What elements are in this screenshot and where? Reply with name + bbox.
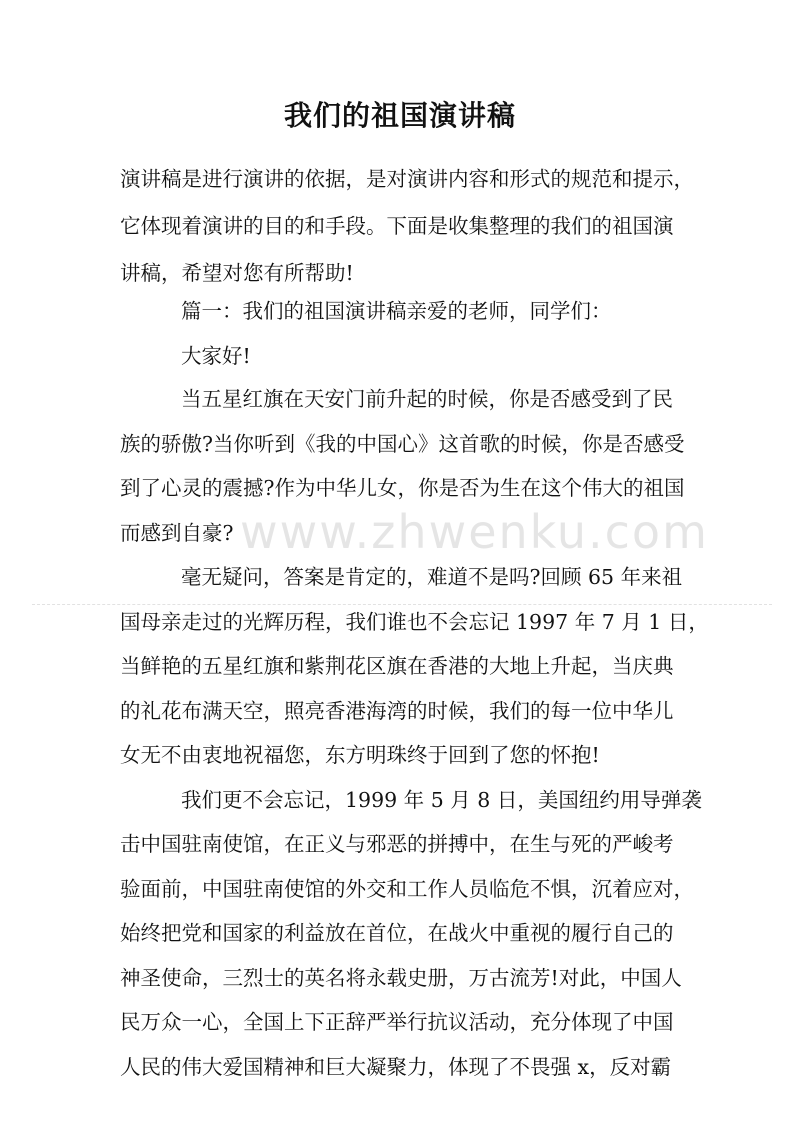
body-line: 神圣使命，三烈士的英名将永载史册，万古流芳!对此，中国人	[120, 966, 682, 990]
body-line: 到了心灵的震撼?作为中华儿女，你是否为生在这个伟大的祖国	[120, 476, 685, 500]
body-line: 讲稿，希望对您有所帮助!	[120, 261, 354, 285]
body-line: 国母亲走过的光辉历程，我们谁也不会忘记 1997 年 7 月 1 日，	[120, 610, 709, 634]
body-line: 当鲜艳的五星红旗和紫荆花区旗在香港的大地上升起，当庆典	[120, 654, 674, 678]
page-guide-line	[32, 604, 772, 605]
body-line: 它体现着演讲的目的和手段。下面是收集整理的我们的祖国演	[120, 214, 674, 238]
document-title: 我们的祖国演讲稿	[283, 99, 516, 132]
body-line: 演讲稿是进行演讲的依据，是对演讲内容和形式的规范和提示，	[120, 167, 694, 191]
body-line: 大家好!	[181, 344, 251, 368]
body-line: 击中国驻南使馆，在正义与邪恶的拼搏中，在生与死的严峻考	[120, 832, 674, 856]
body-line: 我们更不会忘记，1999 年 5 月 8 日，美国纽约用导弹袭	[181, 788, 702, 812]
body-line: 验面前，中国驻南使馆的外交和工作人员临危不惧，沉着应对，	[120, 877, 694, 901]
body-line: 当五星红旗在天安门前升起的时候，你是否感受到了民	[181, 387, 673, 411]
body-line: 始终把党和国家的利益放在首位，在战火中重视的履行自己的	[120, 921, 674, 945]
body-line: 而感到自豪?	[120, 521, 234, 545]
body-line: 民万众一心，全国上下正辞严举行抗议活动，充分体现了中国	[120, 1010, 674, 1034]
watermark: www.zhwenku.com	[240, 505, 709, 559]
body-line: 女无不由衷地祝福您，东方明珠终于回到了您的怀抱!	[120, 743, 600, 767]
body-line: 族的骄傲?当你听到《我的中国心》这首歌的时候，你是否感受	[120, 432, 685, 456]
body-line: 人民的伟大爱国精神和巨大凝聚力，体现了不畏强 x，反对霸	[120, 1055, 672, 1079]
body-line: 篇一：我们的祖国演讲稿亲爱的老师，同学们：	[181, 299, 612, 323]
body-line: 毫无疑问，答案是肯定的，难道不是吗?回顾 65 年来祖	[181, 565, 683, 589]
body-line: 的礼花布满天空，照亮香港海湾的时候，我们的每一位中华儿	[120, 699, 674, 723]
